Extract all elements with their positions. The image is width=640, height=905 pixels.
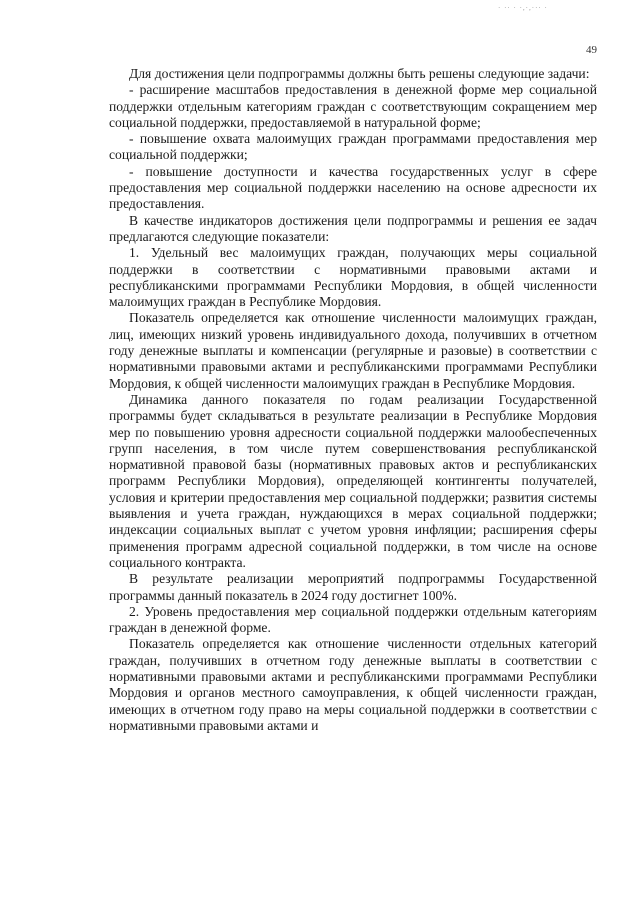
paragraph-task-3: - повышение доступности и качества государственных услуг в сфере предоставления мер социальной поддержки населению на основе адресности их предоставления.: [109, 163, 597, 212]
paragraph-indicator-1: 1. Удельный вес малоимущих граждан, получающих меры социальной поддержки в соответствии с нормативными правовыми актами и республиканскими программами Республики Мордовия, в общей численности малоимущих граждан в Республике Мордовия.: [109, 245, 597, 310]
page-number: 49: [586, 44, 597, 56]
paragraph-indicator-2: 2. Уровень предоставления мер социальной поддержки отдельным категориям граждан в денежной форме.: [109, 603, 597, 636]
paragraph-task-2: - повышение охвата малоимущих граждан программами предоставления мер социальной поддержки;: [109, 131, 597, 163]
paragraph-indicator-1-definition: Показатель определяется как отношение численности малоимущих граждан, лиц, имеющих низкий уровень индивидуального дохода, получивших в отчетном году денежные выплаты и компенсации (регулярные и разовые) в соответствии с нормативными правовыми актами и республиканскими программами Республики Мордовия, к общей численности малоимущих граждан в Республике Мордовия.: [109, 310, 597, 391]
paragraph-indicator-2-definition: Показатель определяется как отношение численности отдельных категорий граждан, получивших в отчетном году денежные выплаты в соответствии с нормативными правовыми актами и республиканскими программами Республики Мордовия и органов местного самоуправления, к общей численности граждан, имеющих в отчетном году право на меры социальной поддержки в соответствии с нормативными правовыми актами и: [109, 636, 597, 733]
scan-marks: · ·· · ·,·,··· ·: [498, 4, 548, 12]
paragraph-tasks-intro: Для достижения цели подпрограммы должны быть решены следующие задачи:: [129, 66, 590, 81]
paragraph-indicators-intro: В качестве индикаторов достижения цели подпрограммы и решения ее задач предлагаются следующие показатели:: [109, 212, 597, 244]
paragraph-indicator-1-target: В результате реализации мероприятий подпрограммы Государственной программы данный показатель в 2024 году достигнет 100%.: [109, 571, 597, 603]
paragraph-indicator-1-dynamics: Динамика данного показателя по годам реализации Государственной программы будет складываться в результате реализации в Республике Мордовия мер по повышению уровня адресности социальной поддержки малообеспеченных групп населения, в том числе путем совершенствования республиканской нормативной правовой базы (нормативных правовых актов и республиканских программ Республики Мордовия), определяющей контингенты получателей, условия и критерии предоставления мер социальной поддержки; развития системы выявления и учета граждан, нуждающихся в мерах социальной поддержки; индексации социальных выплат с учетом уровня инфляции; расширения сферы применения программ адресной социальной поддержки, в том числе на основе социального контракта.: [109, 391, 597, 570]
paragraph-task-1: - расширение масштабов предоставления в денежной форме мер социальной поддержки отдельным категориям граждан с соответствующим сокращением мер социальной поддержки, предоставляемой в натуральной форме;: [109, 82, 597, 130]
document-body: [109, 66, 597, 734]
